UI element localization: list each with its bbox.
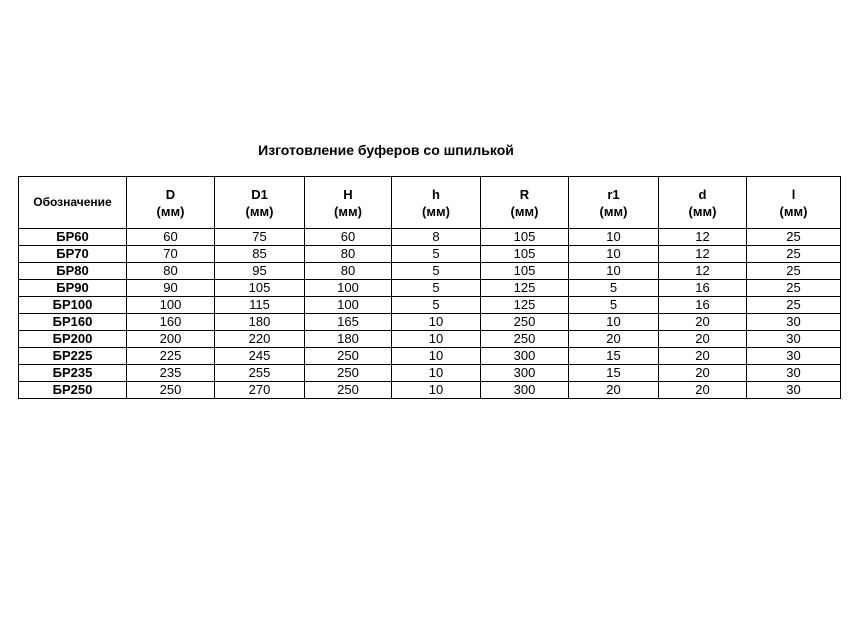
table-cell: 25 [747, 229, 841, 246]
row-designation: БР80 [19, 263, 127, 280]
table-cell: 255 [215, 365, 305, 382]
header-designation: Обозначение [19, 177, 127, 229]
row-designation: БР250 [19, 382, 127, 399]
table-cell: 10 [392, 382, 481, 399]
table-cell: 10 [569, 229, 659, 246]
table-cell: 270 [215, 382, 305, 399]
header-cell [215, 177, 305, 229]
table-cell: 20 [569, 331, 659, 348]
table-cell: 100 [305, 297, 392, 314]
table-cell: 300 [481, 365, 569, 382]
table-cell: 20 [659, 331, 747, 348]
table-cell: 10 [392, 314, 481, 331]
row-designation: БР100 [19, 297, 127, 314]
table-cell: 105 [481, 229, 569, 246]
header-cell [481, 177, 569, 229]
header-unit: (мм) [422, 203, 450, 219]
header-symbol: D [165, 186, 176, 202]
table-cell: 10 [392, 331, 481, 348]
table-cell: 20 [569, 382, 659, 399]
table-row [19, 246, 841, 263]
table-cell: 60 [305, 229, 392, 246]
table-cell: 30 [747, 314, 841, 331]
row-designation: БР160 [19, 314, 127, 331]
table-cell: 20 [659, 365, 747, 382]
table-cell: 8 [392, 229, 481, 246]
header-symbol: D1 [251, 186, 268, 202]
header-symbol: d [698, 186, 707, 202]
table-row [19, 297, 841, 314]
table-cell: 125 [481, 280, 569, 297]
header-cell [305, 177, 392, 229]
header-unit: (мм) [156, 203, 185, 219]
table-cell: 5 [569, 280, 659, 297]
header-unit: (мм) [510, 203, 539, 219]
header-unit: (мм) [245, 203, 274, 219]
table-cell: 250 [481, 314, 569, 331]
table-cell: 200 [127, 331, 215, 348]
table-cell: 30 [747, 382, 841, 399]
table-cell: 85 [215, 246, 305, 263]
table-row [19, 314, 841, 331]
table-row [19, 382, 841, 399]
table-cell: 10 [392, 365, 481, 382]
table-cell: 245 [215, 348, 305, 365]
row-designation: БР235 [19, 365, 127, 382]
table-cell: 16 [659, 280, 747, 297]
table-row [19, 348, 841, 365]
table-cell: 125 [481, 297, 569, 314]
table-cell: 220 [215, 331, 305, 348]
table-row [19, 280, 841, 297]
table-cell: 180 [305, 331, 392, 348]
header-cell [659, 177, 747, 229]
row-designation: БР60 [19, 229, 127, 246]
table-cell: 115 [215, 297, 305, 314]
table-cell: 10 [392, 348, 481, 365]
header-cell [392, 177, 481, 229]
table-cell: 25 [747, 263, 841, 280]
table-cell: 10 [569, 263, 659, 280]
table-cell: 235 [127, 365, 215, 382]
table-cell: 160 [127, 314, 215, 331]
table-cell: 300 [481, 348, 569, 365]
table-cell: 75 [215, 229, 305, 246]
table-cell: 5 [392, 263, 481, 280]
header-cell [747, 177, 841, 229]
table-row [19, 263, 841, 280]
table-cell: 10 [569, 314, 659, 331]
header-symbol: R [519, 186, 530, 202]
row-designation: БР200 [19, 331, 127, 348]
header-cell [127, 177, 215, 229]
table-cell: 250 [305, 382, 392, 399]
table-cell: 60 [127, 229, 215, 246]
table-cell: 30 [747, 365, 841, 382]
table-cell: 250 [127, 382, 215, 399]
table-cell: 80 [305, 246, 392, 263]
table-cell: 5 [392, 246, 481, 263]
table-cell: 5 [569, 297, 659, 314]
table-cell: 300 [481, 382, 569, 399]
table-cell: 80 [127, 263, 215, 280]
row-designation: БР70 [19, 246, 127, 263]
header-cell [569, 177, 659, 229]
table-cell: 250 [305, 365, 392, 382]
table-cell: 105 [481, 263, 569, 280]
table-cell: 70 [127, 246, 215, 263]
table-cell: 20 [659, 314, 747, 331]
table-cell: 25 [747, 246, 841, 263]
table-cell: 20 [659, 382, 747, 399]
header-symbol: r1 [607, 186, 620, 202]
header-unit: (мм) [334, 203, 362, 219]
table-cell: 105 [481, 246, 569, 263]
table-cell: 12 [659, 263, 747, 280]
table-cell: 100 [305, 280, 392, 297]
table-cell: 250 [481, 331, 569, 348]
table-row [19, 365, 841, 382]
table-cell: 105 [215, 280, 305, 297]
table-cell: 30 [747, 348, 841, 365]
table-cell: 90 [127, 280, 215, 297]
buffer-spec-table [18, 176, 841, 399]
header-unit: (мм) [688, 203, 717, 219]
table-cell: 25 [747, 297, 841, 314]
header-row [19, 177, 841, 229]
table-cell: 180 [215, 314, 305, 331]
header-symbol: h [432, 186, 440, 202]
header-unit: (мм) [599, 203, 628, 219]
row-designation: БР90 [19, 280, 127, 297]
table-cell: 80 [305, 263, 392, 280]
page-title: Изготовление буферов со шпилькой [258, 142, 514, 158]
header-symbol: l [791, 186, 796, 202]
header-symbol: H [343, 186, 353, 202]
table-cell: 16 [659, 297, 747, 314]
table-cell: 20 [659, 348, 747, 365]
table-cell: 12 [659, 246, 747, 263]
row-designation: БР225 [19, 348, 127, 365]
table-cell: 250 [305, 348, 392, 365]
table-cell: 95 [215, 263, 305, 280]
table-cell: 225 [127, 348, 215, 365]
table-row [19, 229, 841, 246]
table-cell: 5 [392, 297, 481, 314]
table-cell: 15 [569, 348, 659, 365]
table-row [19, 331, 841, 348]
table-cell: 10 [569, 246, 659, 263]
table-cell: 165 [305, 314, 392, 331]
table-cell: 30 [747, 331, 841, 348]
table-cell: 100 [127, 297, 215, 314]
table-cell: 25 [747, 280, 841, 297]
table-cell: 5 [392, 280, 481, 297]
table-cell: 12 [659, 229, 747, 246]
table-cell: 15 [569, 365, 659, 382]
header-unit: (мм) [779, 203, 808, 219]
